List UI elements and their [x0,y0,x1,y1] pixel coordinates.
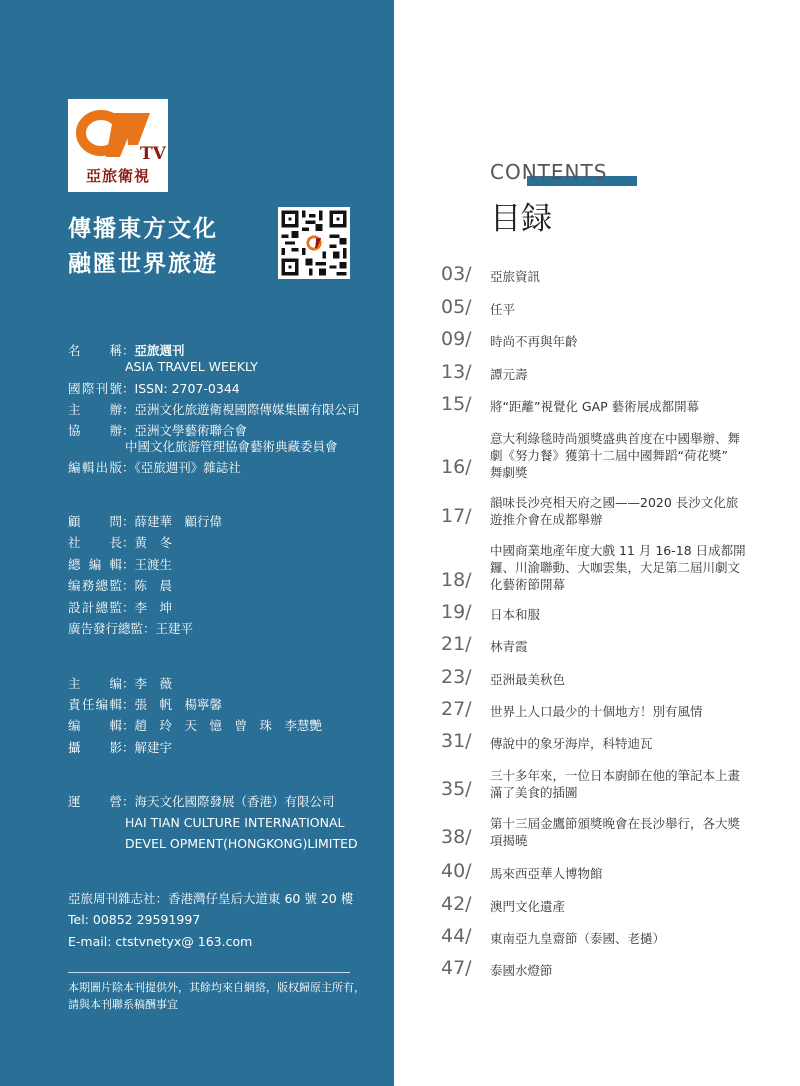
toc-title-line: 馬來西亞華人博物館 [490,866,603,881]
toc-title-line: 將“距離”視覺化 GAP 藝術展成都開幕 [490,399,700,414]
toc-title-line: 遊推介會在成都舉辦 [490,512,603,527]
toc-page-number[interactable]: 38/ [441,826,472,848]
toc-title-line: 亞洲最美秋色 [490,672,566,687]
staff-value: 薛建華 顧行偉 [134,514,223,529]
slogan-line-2: 融匯世界旅遊 [68,251,218,277]
staff-value: 李 薇 [134,676,173,691]
staff-value: 解建宇 [134,740,173,755]
toc-title-line: 劇《努力餐》獲第十二屆中國舞蹈“荷花獎” [490,448,728,463]
toc-title-line: 林青霞 [490,639,528,654]
toc-page-number[interactable]: 31/ [441,730,472,752]
notice-line-2: 請與本刊聯系稿酬事宜 [68,998,178,1011]
staff-label: 主 编 [68,676,122,691]
toc-title-line: 澳門文化遺產 [490,899,566,914]
toc-title-line: 項揭曉 [490,833,528,848]
toc-entry-title[interactable] [490,542,750,593]
divider [68,972,350,973]
toc-title-line: 日本和服 [490,607,541,622]
toc-entry-title[interactable] [490,767,750,801]
staff-label: 社 長 [68,535,122,550]
operator-label: 運 營 [68,794,122,809]
toc-entry-title[interactable] [490,430,750,481]
toc-page-number[interactable]: 40/ [441,860,472,882]
co-value-1: 亞洲文學藝術聯合會 [134,423,248,438]
staff-row: 攝 影：解建宇 [68,740,173,755]
contents-heading-en: CONTENTS [490,160,608,184]
staff-label: 設計總監 [68,600,122,615]
staff-row: 编務總監：陈 晨 [68,578,173,593]
toc-page-number[interactable]: 47/ [441,957,472,979]
toc-entry-title[interactable] [490,638,750,655]
staff-label: 攝 影 [68,740,122,755]
staff-label: 编務總監 [68,578,122,593]
issn-label: 國際刊號 [68,381,122,396]
toc-entry-title[interactable] [490,930,750,947]
staff-label: 廣告發行總監 [68,621,144,636]
staff-value: 王渡生 [134,557,173,572]
staff-value: 李 坤 [134,600,173,615]
toc-entry-title[interactable] [490,606,750,623]
staff-row: 設計總監：李 坤 [68,600,173,615]
toc-title-line: 韻味長沙亮相天府之國——2020 長沙文化旅 [490,495,739,510]
staff-value: 張 帆 楊寧馨 [134,697,223,712]
toc-title-line: 舞劇獎 [490,465,528,480]
toc-title-line: 化藝術節開幕 [490,577,566,592]
staff-value: 王建平 [155,621,194,636]
issn-value: ISSN: 2707-0344 [134,381,240,396]
info-co: 協 辦：亞洲文學藝術聯合會 [68,423,248,438]
staff-row: 總 編 輯：王渡生 [68,557,173,572]
toc-page-number[interactable]: 09/ [441,328,472,350]
pub-label: 編輯出版 [68,460,122,475]
toc-title-line: 任平 [490,302,516,317]
toc-page-number[interactable]: 18/ [441,569,472,591]
toc-entry-title[interactable] [490,268,750,285]
operator-en-2: DEVEL OPMENT(HONGKONG)LIMITED [125,836,358,851]
toc-entry-title[interactable] [490,865,750,882]
toc-entry-title[interactable] [490,366,750,383]
toc-page-number[interactable]: 42/ [441,893,472,915]
toc-title-line: 傳說中的象牙海岸，科特迪瓦 [490,736,653,751]
slogan-line-1: 傳播東方文化 [68,216,218,242]
toc-page-number[interactable]: 27/ [441,698,472,720]
contents-heading-zh: 目録 [490,201,552,237]
info-operator: 運 營：海天文化國際發展（香港）有限公司 [68,794,335,809]
toc-title-line: 鑼、川渝聯動、大咖雲集，大足第二屆川劇文 [490,560,741,575]
toc-entry-title[interactable] [490,494,750,528]
name-en: ASIA TRAVEL WEEKLY [125,359,258,374]
toc-page-number[interactable]: 13/ [441,361,472,383]
logo-tv-text: TV [140,144,166,164]
staff-value: 黄 冬 [134,535,173,550]
co-label: 協 辦 [68,423,122,438]
staff-row: 責任编輯：張 帆 楊寧馨 [68,697,223,712]
toc-title-line: 亞旅資訊 [490,269,541,284]
name-zh: 亞旅週刊 [134,343,185,358]
toc-page-number[interactable]: 21/ [441,633,472,655]
co-value-2: 中國文化旅游管理協會藝術典藏委員會 [125,439,338,454]
toc-entry-title[interactable] [490,815,750,849]
toc-entry-title[interactable] [490,671,750,688]
toc-title-line: 東南亞九皇齋節（泰國、老撾） [490,931,666,946]
toc-title-line: 泰國水燈節 [490,963,553,978]
toc-entry-title[interactable] [490,398,750,415]
staff-row: 廣告發行總監：王建平 [68,621,194,636]
staff-label: 顧 問 [68,514,122,529]
info-issn: 國際刊號：ISSN: 2707-0344 [68,381,240,396]
operator-en-1: HAI TIAN CULTURE INTERNATIONAL [125,815,345,830]
name-label: 名 稱 [68,343,122,358]
toc-page-number[interactable]: 44/ [441,925,472,947]
host-label: 主 辦 [68,402,122,417]
toc-page-number[interactable]: 15/ [441,393,472,415]
qr-code-icon[interactable] [278,207,350,279]
staff-row: 顧 問：薛建華 顧行偉 [68,514,223,529]
masthead-panel [0,0,394,1086]
brand-logo [68,99,168,192]
staff-value: 趙 玲 天 憶 曾 珠 李慧艷 [134,718,323,733]
toc-page-number[interactable]: 16/ [441,456,472,478]
notice-line-1: 本期圖片除本刊提供外，其餘均來自網絡，版权歸原主所有， [68,981,365,994]
toc-entry-title[interactable] [490,333,750,350]
toc-page-number[interactable]: 17/ [441,505,472,527]
toc-title-line: 譚元壽 [490,367,528,382]
staff-row: 主 编：李 薇 [68,676,173,691]
logo-mark-icon [68,99,168,169]
toc-page-number[interactable]: 35/ [441,778,472,800]
pub-value: 《亞旅週刊》雜誌社 [134,460,241,475]
contact-tel: Tel: 00852 29591997 [68,912,201,927]
toc-entry-title[interactable] [490,703,750,720]
toc-title-line: 中國商業地產年度大戲 11 月 16-18 日成都開 [490,543,746,558]
toc-entry-title[interactable] [490,962,750,979]
toc-page-number[interactable]: 23/ [441,666,472,688]
toc-entry-title[interactable] [490,735,750,752]
toc-title-line: 時尚不再與年齡 [490,334,578,349]
staff-label: 責任编輯 [68,697,122,712]
operator-zh: 海天文化國際發展（香港）有限公司 [134,794,335,809]
staff-label: 编 輯 [68,718,122,733]
contact-address: 亞旅周刊雜志社：香港灣仔皇后大道東 60 號 20 樓 [68,891,354,906]
toc-title-line: 第十三屆金鷹節頒獎晚會在長沙舉行，各大獎 [490,816,741,831]
toc-title-line: 三十多年來，一位日本廚師在他的筆記本上畫 [490,768,741,783]
info-publisher: 編輯出版：《亞旅週刊》雜誌社 [68,460,241,475]
toc-page-number[interactable]: 05/ [441,296,472,318]
toc-title-line: 滿了美食的插圖 [490,785,578,800]
toc-title-line: 意大利綠毯時尚頒獎盛典首度在中國舉辦、舞 [490,431,741,446]
contact-email: E-mail: ctstvnetyx@ 163.com [68,934,253,949]
toc-entry-title[interactable] [490,898,750,915]
staff-row: 社 長：黄 冬 [68,535,173,550]
info-name: 名 稱：亞旅週刊 [68,343,185,358]
toc-title-line: 世界上人口最少的十個地方！別有風情 [490,704,703,719]
info-host: 主 辦：亞洲文化旅遊衛視國際傳媒集團有限公司 [68,402,360,417]
staff-row: 编 輯：趙 玲 天 憶 曾 珠 李慧艷 [68,718,323,733]
host-value: 亞洲文化旅遊衛視國際傳媒集團有限公司 [134,402,360,417]
toc-entry-title[interactable] [490,301,750,318]
toc-page-number[interactable]: 19/ [441,601,472,623]
staff-value: 陈 晨 [134,578,173,593]
toc-page-number[interactable]: 03/ [441,263,472,285]
staff-label: 總 編 輯 [68,557,122,572]
logo-text: 亞旅衛視 [85,167,150,185]
